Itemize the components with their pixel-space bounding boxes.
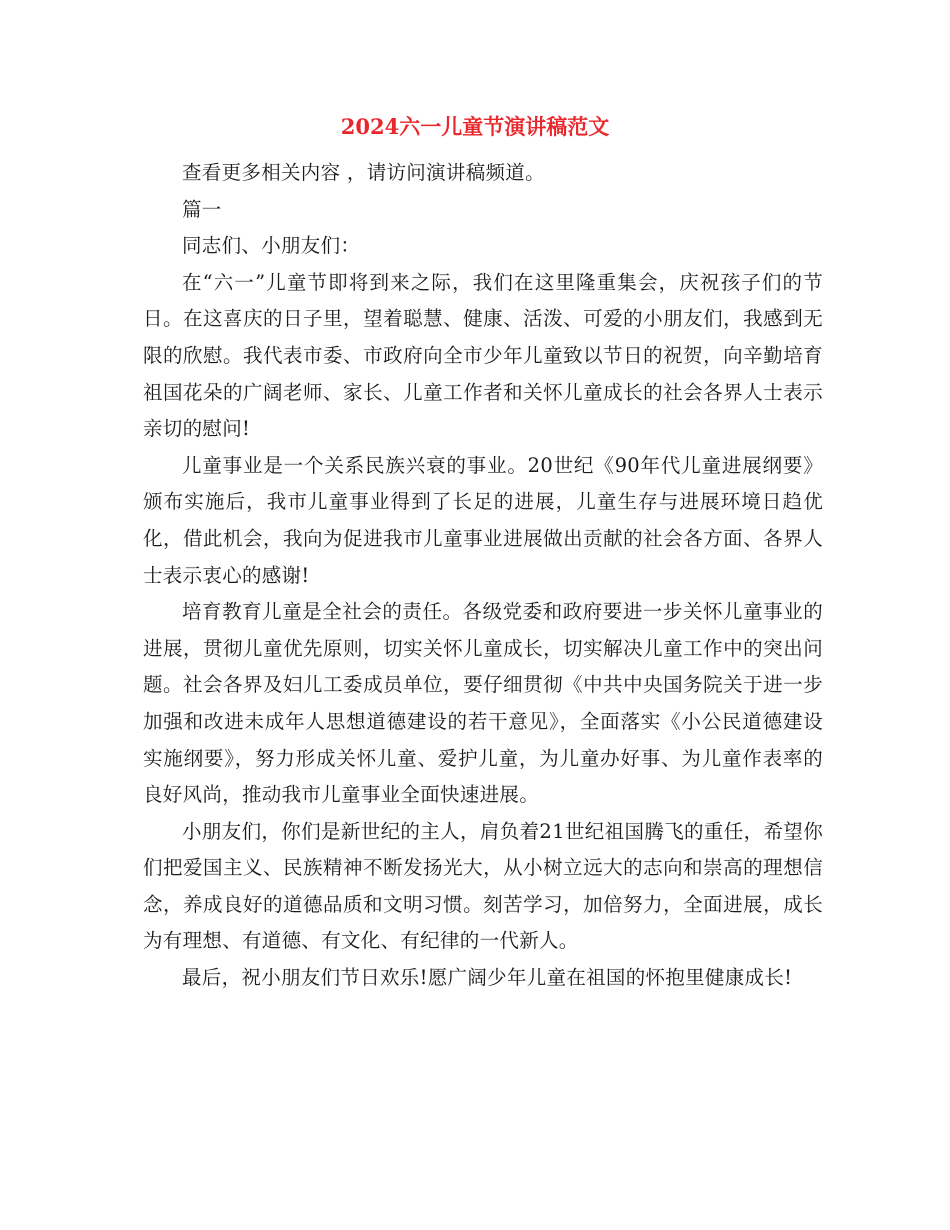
paragraph-body: 儿童事业是一个关系民族兴衰的事业。20世纪《90年代儿童进展纲要》颁布实施后，我市儿童事业得到了长足的进展，儿童生存与进展环境日趋优化，借此机会，我向为促进我市儿童事业进展做出贡献的社会各方面、各界人士表示衷心的感谢! bbox=[143, 453, 823, 587]
document-title: 2024六一儿童节演讲稿范文 bbox=[340, 114, 610, 139]
paragraph-body: 小朋友们，你们是新世纪的主人，肩负着21世纪祖国腾飞的重任，希望你们把爱国主义、民族精神不断发扬光大，从小树立远大的志向和崇高的理想信念，养成良好的道德品质和文明习惯。刻苦学习，加倍努力，全面进展，成长为有理想、有道德、有文化、有纪律的一代新人。 bbox=[143, 819, 823, 953]
paragraph-body: 在“六一”儿童节即将到来之际，我们在这里隆重集会，庆祝孩子们的节日。在这喜庆的日子里，望着聪慧、健康、活泼、可爱的小朋友们，我感到无限的欣慰。我代表市委、市政府向全市少年儿童致以节日的祝贺，向辛勤培育祖国花朵的广阔老师、家长、儿童工作者和关怀儿童成长的社会各界人士表示亲切的慰问! bbox=[143, 270, 823, 441]
paragraph-channel-note: 查看更多相关内容 ，请访问演讲稿频道。 bbox=[182, 161, 545, 184]
paragraph-salutation: 同志们、小朋友们： bbox=[182, 234, 361, 258]
paragraph-closing: 最后，祝小朋友们节日欢乐!愿广阔少年儿童在祖国的怀抱里健康成长! bbox=[182, 966, 793, 990]
paragraph-body: 培育教育儿童是全社会的责任。各级党委和政府要进一步关怀儿童事业的进展，贯彻儿童优先原则，切实关怀儿童成长，切实解决儿童工作中的突出问题。社会各界及妇儿工委成员单位，要仔细贯彻《中共中央国务院关于进一步加强和改进未成年人思想道德建设的若干意见》，全面落实《小公民道德建设实施纲要》，努力形成关怀儿童、爱护儿童，为儿童办好事、为儿童作表率的良好风尚，推动我市儿童事业全面快速进展。 bbox=[143, 600, 823, 807]
paragraph-section-label: 篇一 bbox=[182, 197, 222, 221]
document-body bbox=[143, 155, 823, 997]
